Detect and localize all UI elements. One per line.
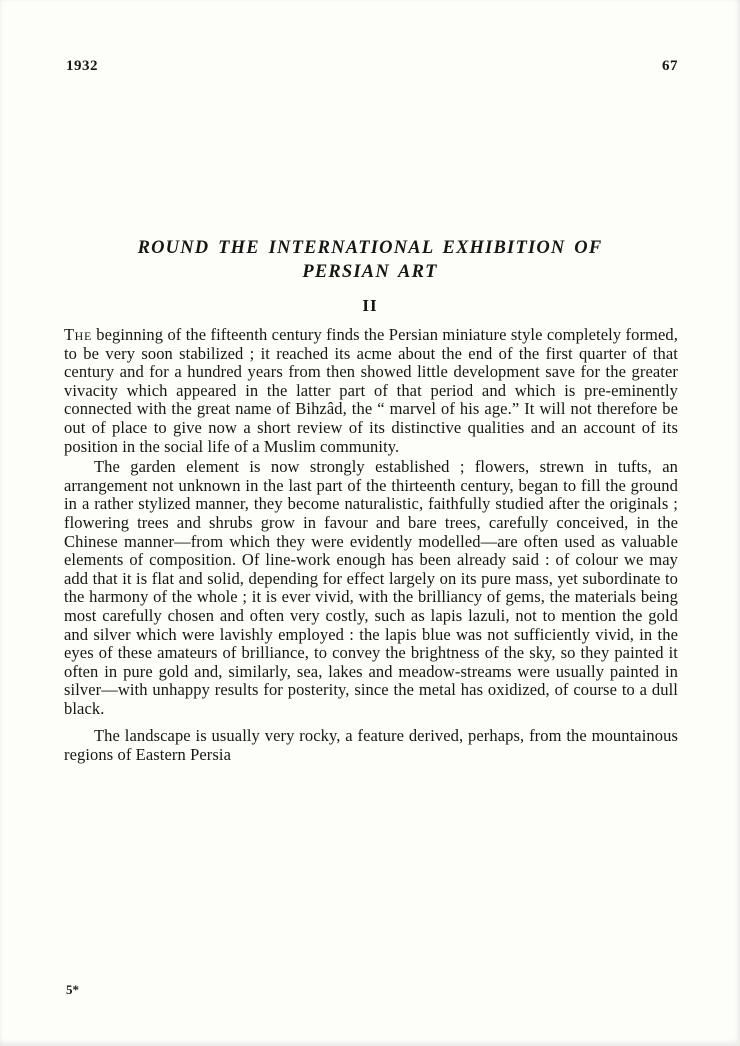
running-head-year: 1932: [66, 58, 98, 74]
paragraph-text: beginning of the fifteenth century finds the Persian miniature style completely formed, to be very soon stabilized ; it reached its acme about the end of the first quarter of that century and for a hundred years from then showed little development save for the greater vivacity which appeared in the latter part of that period and which is pre-eminently connected with the great name of Bihzâd, the “ marvel of his age.” It will not therefore be out of place to give now a short review of its distinctive qualities and an account of its position in the social life of a Muslim community.: [64, 325, 678, 456]
paragraph: [64, 326, 678, 456]
signature-mark: 5*: [66, 982, 79, 997]
section-number: II: [362, 296, 378, 315]
paragraph: The landscape is usually very rocky, a feature derived, perhaps, from the mountainous regions of Eastern Persia: [64, 726, 678, 765]
article-body: [64, 326, 678, 765]
article-title: [64, 236, 676, 284]
article-title-line1: ROUND THE INTERNATIONAL EXHIBITION OF: [137, 238, 603, 258]
article-title-line2: PERSIAN ART: [302, 262, 438, 282]
running-head: [66, 58, 678, 75]
paragraph-lead-word: The: [64, 325, 92, 344]
running-head-page-number: 67: [662, 58, 678, 74]
paragraph: The garden element is now strongly established ; flowers, strewn in tufts, an arrangement not unknown in the last part of the thirteenth century, began to fill the ground in a rather stylized manner, they become naturalistic, faithfully studied after the originals ; flowering trees and shrubs grow in favour and bare trees, carefully conceived, in the Chinese manner—from which they were evidently modelled—are often used as valuable elements of composition. Of line-work enough has been already said : of colour we may add that it is flat and solid, depending for effect largely on its pure mass, yet subordinate to the harmony of the whole ; it is ever vivid, with the brilliancy of gems, the materials being most carefully chosen and often very costly, such as lapis lazuli, not to mention the gold and silver which were lavishly employed : the lapis blue was not sufficiently vivid, in the eyes of these amateurs of brilliance, to convey the brightness of the sky, so they painted it often in pure gold and, similarly, sea, lakes and meadow-streams were usually painted in silver—with unhappy results for posterity, since the metal has oxidized, of course to a dull black.: [64, 457, 678, 718]
